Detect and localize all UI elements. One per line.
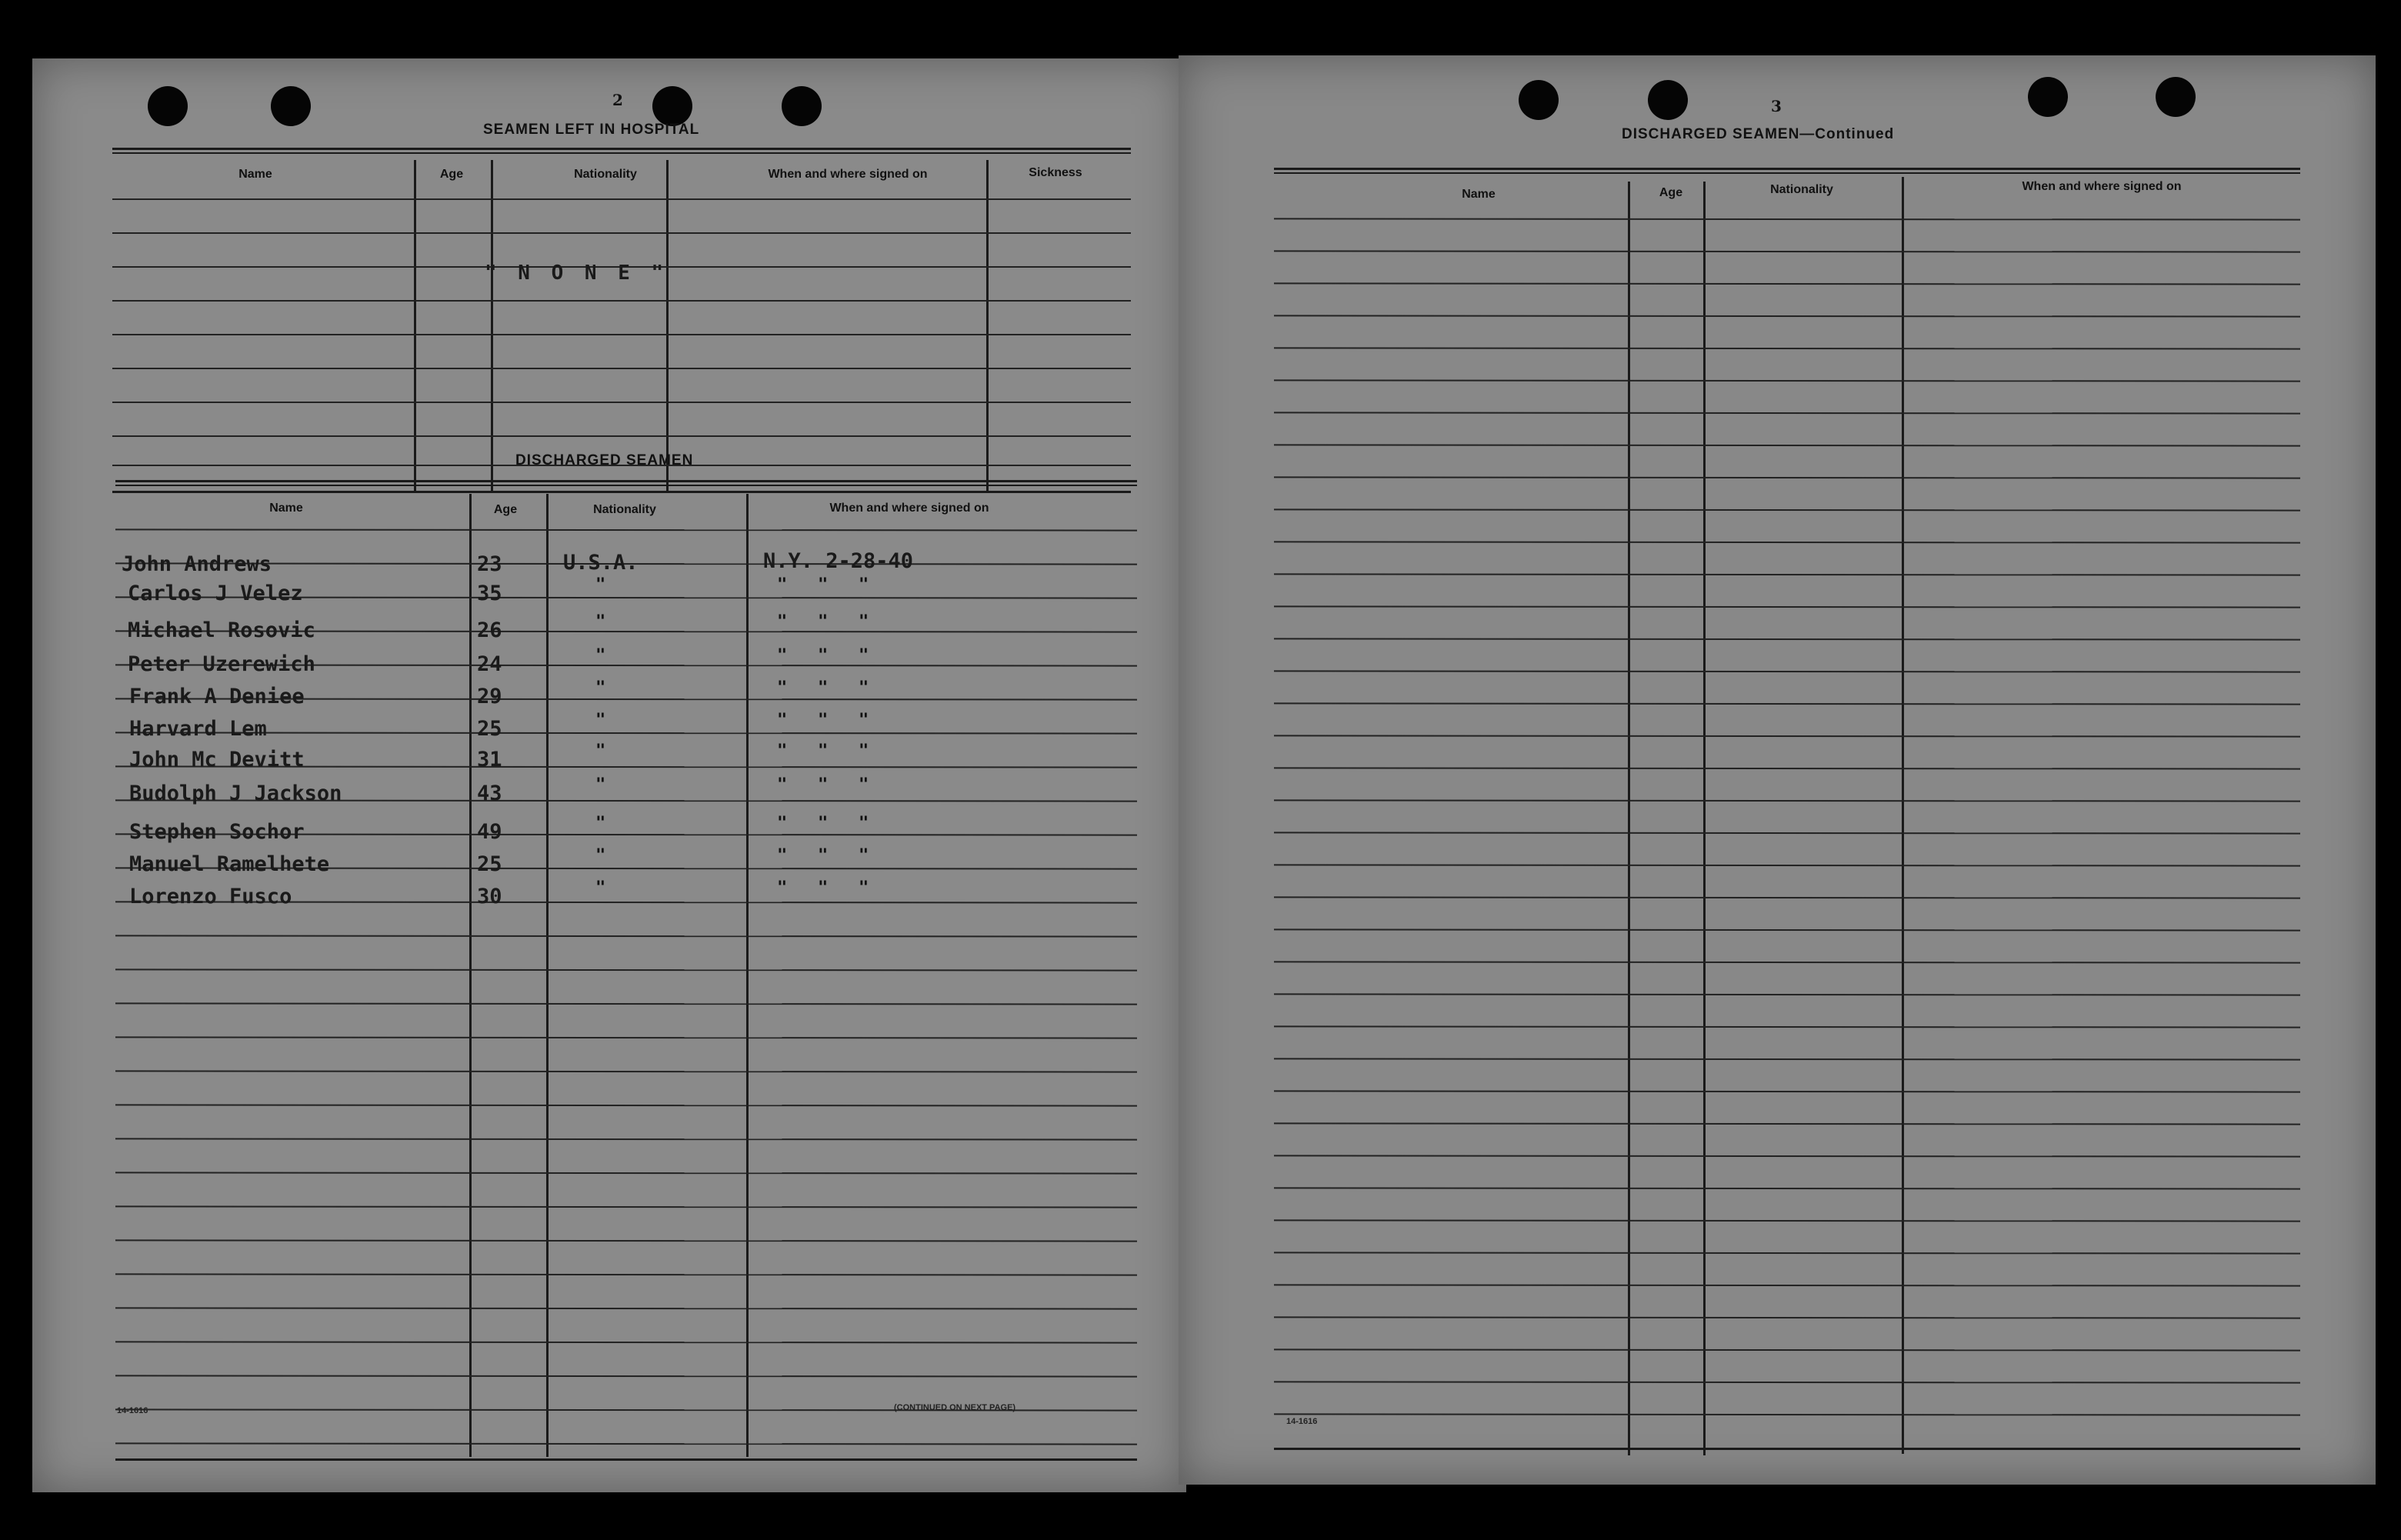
seaman-age: 30 <box>477 885 502 908</box>
row-line <box>1274 1025 2300 1028</box>
seaman-signed-on: " " " <box>777 646 869 665</box>
row-line <box>115 1002 1137 1005</box>
row-line <box>1274 735 2300 737</box>
seaman-age: 25 <box>477 717 502 741</box>
row-line <box>1274 1187 2300 1189</box>
seaman-signed-on: " " " <box>777 575 869 595</box>
discharged-section-title: DISCHARGED SEAMEN <box>515 452 694 468</box>
col-header-nationality: Nationality <box>574 168 637 181</box>
row-line <box>1274 412 2300 414</box>
col-header-age: Age <box>493 503 518 516</box>
row-line <box>115 528 1137 531</box>
row-line <box>1274 702 2300 705</box>
column-divider <box>469 494 472 1457</box>
rule <box>115 480 1137 482</box>
punch-hole <box>271 86 311 126</box>
punch-hole <box>1519 80 1559 120</box>
row-line <box>1274 347 2300 349</box>
row-line <box>1274 799 2300 802</box>
row-line <box>112 334 1131 335</box>
row-line <box>1274 1284 2300 1286</box>
seaman-signed-on: " " " <box>777 878 869 898</box>
page-number: 3 <box>1771 97 1782 115</box>
row-line <box>112 198 1131 200</box>
row-line <box>112 402 1131 403</box>
row-line <box>1274 1219 2300 1222</box>
row-line <box>1274 961 2300 963</box>
rule <box>115 485 1137 486</box>
seaman-signed-on: " " " <box>777 678 869 698</box>
row-line <box>1274 832 2300 834</box>
column-divider <box>491 160 493 492</box>
form-number: 14-1616 <box>1286 1417 1318 1426</box>
rule <box>1274 172 2300 174</box>
row-line <box>115 935 1137 937</box>
row-line <box>1274 638 2300 640</box>
punch-hole <box>2028 77 2068 117</box>
row-line <box>115 1341 1137 1343</box>
seaman-name: Manuel Ramelhete <box>129 852 330 876</box>
seaman-nationality: " <box>595 646 606 665</box>
col-header-nationality: Nationality <box>593 503 656 516</box>
row-line <box>112 232 1131 234</box>
row-line <box>1274 1058 2300 1060</box>
punch-hole <box>652 86 692 126</box>
row-line <box>1274 1252 2300 1254</box>
seaman-name: Peter Uzerewich <box>128 652 315 676</box>
row-line <box>1274 508 2300 511</box>
seaman-signed-on: N.Y. 2-28-40 <box>763 549 914 573</box>
continued-note: (CONTINUED ON NEXT PAGE) <box>894 1403 1016 1412</box>
seaman-nationality: " <box>595 775 606 795</box>
col-header-signed-on: When and where signed on <box>2022 180 2182 193</box>
column-divider <box>1628 182 1630 1455</box>
row-line <box>1274 864 2300 866</box>
row-line <box>1274 1413 2300 1415</box>
row-line <box>112 435 1131 437</box>
seaman-age: 25 <box>477 852 502 876</box>
row-line <box>115 1239 1137 1242</box>
seaman-age: 26 <box>477 618 502 642</box>
seaman-name: Frank A Deniee <box>129 685 305 708</box>
punch-hole <box>2156 77 2196 117</box>
rule <box>112 491 1131 493</box>
row-line <box>1274 379 2300 382</box>
row-line <box>1274 767 2300 769</box>
page-number: 2 <box>612 91 623 109</box>
row-line <box>115 1138 1137 1140</box>
seaman-name: John Andrews <box>122 552 272 576</box>
seaman-age: 24 <box>477 652 502 676</box>
row-line <box>1274 605 2300 608</box>
seaman-nationality: " <box>595 742 606 761</box>
row-line <box>1274 444 2300 446</box>
col-header-age: Age <box>1659 186 1683 199</box>
seaman-nationality: " <box>595 575 606 595</box>
bottom-rule <box>115 1458 1137 1461</box>
form-number: 14-1616 <box>117 1406 148 1415</box>
seaman-name: Lorenzo Fusco <box>129 885 292 908</box>
row-line <box>1274 1155 2300 1157</box>
seaman-age: 31 <box>477 748 502 772</box>
seaman-age: 29 <box>477 685 502 708</box>
col-header-signed-on: When and where signed on <box>768 168 928 181</box>
section-title: DISCHARGED SEAMEN—Continued <box>1622 126 1895 142</box>
seaman-name: John Mc Devitt <box>129 748 305 772</box>
row-line <box>1274 541 2300 543</box>
row-line <box>115 1104 1137 1106</box>
rule <box>1274 168 2300 170</box>
seaman-nationality: " <box>595 878 606 898</box>
seaman-nationality: " <box>595 678 606 698</box>
col-header-signed-on: When and where signed on <box>829 502 989 515</box>
seaman-age: 35 <box>477 582 502 605</box>
row-line <box>1274 218 2300 220</box>
rule <box>112 152 1131 154</box>
col-header-name: Name <box>238 168 272 181</box>
row-line <box>112 368 1131 369</box>
column-divider <box>746 494 749 1457</box>
seaman-nationality: " <box>595 846 606 865</box>
rule <box>112 148 1131 150</box>
row-line <box>1274 315 2300 317</box>
seaman-signed-on: " " " <box>777 846 869 865</box>
row-line <box>115 968 1137 971</box>
punch-hole <box>148 86 188 126</box>
row-line <box>1274 250 2300 252</box>
column-divider <box>1703 182 1706 1455</box>
column-divider <box>986 160 989 492</box>
row-line <box>115 1375 1137 1377</box>
row-line <box>1274 896 2300 898</box>
seaman-nationality: " <box>595 711 606 730</box>
row-line <box>115 1070 1137 1072</box>
bottom-rule <box>1274 1448 2300 1450</box>
row-line <box>115 1036 1137 1038</box>
row-line <box>1274 1348 2300 1351</box>
seaman-age: 23 <box>477 552 502 576</box>
column-divider <box>414 160 416 492</box>
punch-hole <box>1648 80 1688 120</box>
column-divider <box>1902 177 1904 1454</box>
column-divider <box>546 494 549 1457</box>
row-line <box>115 1273 1137 1275</box>
row-line <box>115 1307 1137 1309</box>
row-line <box>1274 928 2300 931</box>
row-line <box>1274 1122 2300 1125</box>
right-page <box>1179 55 2376 1485</box>
row-line <box>1274 670 2300 672</box>
seaman-name: Michael Rosovic <box>128 618 315 642</box>
col-header-name: Name <box>1462 188 1496 201</box>
hospital-section-title: SEAMEN LEFT IN HOSPITAL <box>483 122 700 138</box>
row-line <box>1274 1090 2300 1092</box>
seaman-age: 43 <box>477 782 502 805</box>
row-line <box>1274 476 2300 478</box>
row-line <box>115 1442 1137 1445</box>
seaman-signed-on: " " " <box>777 612 869 632</box>
seaman-signed-on: " " " <box>777 742 869 761</box>
seaman-name: Budolph J Jackson <box>129 782 342 805</box>
row-line <box>1274 573 2300 575</box>
punch-hole <box>782 86 822 126</box>
seaman-name: Harvard Lem <box>129 717 267 741</box>
col-header-age: Age <box>439 168 464 181</box>
row-line <box>1274 1381 2300 1383</box>
row-line <box>1274 282 2300 285</box>
seaman-signed-on: " " " <box>777 711 869 730</box>
col-header-name: Name <box>269 502 303 515</box>
seaman-nationality: U.S.A. <box>563 551 639 575</box>
row-line <box>115 1172 1137 1174</box>
row-line <box>1274 993 2300 995</box>
seaman-name: Carlos J Velez <box>128 582 303 605</box>
left-page <box>32 58 1186 1492</box>
row-line <box>115 732 1137 734</box>
row-line <box>1274 1316 2300 1318</box>
seaman-nationality: " <box>595 612 606 632</box>
seaman-signed-on: " " " <box>777 814 869 833</box>
col-header-nationality: Nationality <box>1770 183 1833 196</box>
seaman-age: 49 <box>477 820 502 844</box>
seaman-nationality: " <box>595 814 606 833</box>
row-line <box>112 300 1131 302</box>
hospital-none-entry: " N O N E " <box>485 262 669 285</box>
column-divider <box>666 160 669 492</box>
seaman-signed-on: " " " <box>777 775 869 795</box>
seaman-name: Stephen Sochor <box>129 820 305 844</box>
row-line <box>115 1205 1137 1208</box>
col-header-sickness: Sickness <box>1029 166 1082 179</box>
